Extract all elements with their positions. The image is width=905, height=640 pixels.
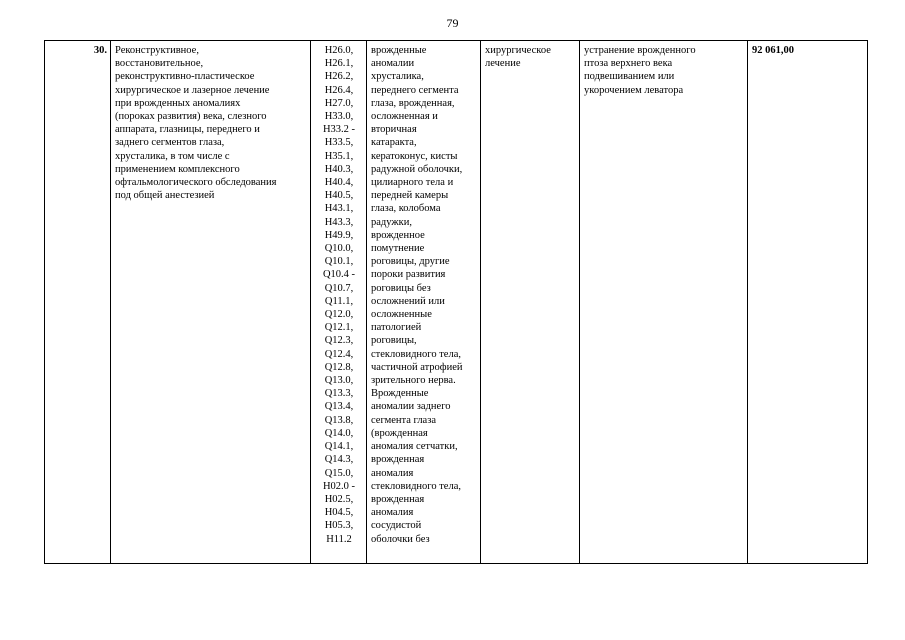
text-line: Q13.8, — [324, 414, 354, 426]
text-line: H04.5, — [324, 507, 354, 519]
text-line: H49.9, — [324, 229, 354, 241]
text-line: H43.3, — [324, 216, 354, 228]
text-line: радужной оболочки, — [371, 163, 463, 175]
text-line: Q13.0, — [324, 375, 354, 387]
text-line: роговицы, другие — [371, 256, 450, 268]
text-line: вторичная — [371, 124, 417, 136]
text-line: H43.1, — [324, 203, 354, 215]
text-line: H40.3, — [324, 163, 354, 175]
text-line: аномалия сетчатки, — [371, 441, 458, 453]
text-line: H33.2 - — [322, 124, 356, 136]
text-line: врожденная — [371, 493, 425, 505]
treatment-type — [481, 41, 580, 564]
text-line: Q12.8, — [324, 361, 354, 373]
text-line: помутнение — [371, 243, 425, 255]
text-line: Q13.3, — [324, 388, 354, 400]
text-line: H40.4, — [324, 177, 354, 189]
text-line: врожденное — [371, 229, 425, 241]
text-line: H02.5, — [324, 493, 354, 505]
text-line: подвешиванием или — [584, 71, 675, 83]
text-line: H11.2 — [326, 533, 352, 545]
text-line: Q10.7, — [324, 282, 354, 294]
text-line: Q14.0, — [324, 427, 354, 439]
text-line: устранение врожденного — [584, 45, 696, 56]
text-line: восстановительное, — [115, 58, 204, 70]
text-line: оболочки без — [371, 533, 430, 545]
text-line: Q15.0, — [324, 467, 354, 479]
text-line: врожденная — [371, 454, 425, 466]
text-line: Q11.1, — [324, 295, 354, 307]
row-number: 30. — [45, 41, 111, 564]
text-line: пороки развития — [371, 269, 446, 281]
text-line: аппарата, глазницы, переднего и — [115, 124, 260, 136]
text-line: (врожденная — [371, 427, 428, 439]
text-line: реконструктивно-пластическое — [115, 71, 255, 83]
text-line: Q12.1, — [324, 322, 354, 334]
text-line: цилиарного тела и — [371, 177, 454, 189]
text-line: аномалия — [371, 467, 414, 479]
text-line: хрусталика, в том числе с — [115, 150, 230, 162]
text-line: (пороках развития) века, слезного — [115, 111, 267, 123]
text-line: глаза, врожденная, — [371, 97, 455, 109]
text-line: укорочением леватора — [584, 84, 684, 96]
text-line: Q13.4, — [324, 401, 354, 413]
text-line: лечение — [485, 58, 521, 70]
text-line: заднего сегментов глаза, — [115, 137, 225, 149]
text-line: хирургическое и лазерное лечение — [115, 84, 270, 96]
text-line: офтальмологического обследования — [115, 177, 277, 189]
text-line: осложнений или — [371, 295, 445, 307]
text-line: применением комплексного — [115, 163, 240, 175]
service-description — [111, 41, 311, 564]
text-line: переднего сегмента — [371, 84, 459, 96]
text-line: H33.0, — [324, 111, 354, 123]
text-line: Q10.4 - — [322, 269, 356, 281]
diagnosis-description — [367, 41, 481, 564]
text-line: H26.4, — [324, 84, 354, 96]
medical-care-table — [44, 40, 868, 564]
text-line: катаракта, — [371, 137, 417, 149]
treatment-method — [580, 41, 748, 564]
text-line: Реконструктивное, — [115, 45, 199, 56]
text-line: H26.0, — [324, 45, 354, 56]
text-line: H35.1, — [324, 150, 354, 162]
text-line: осложненная и — [371, 111, 438, 123]
text-line: патологией — [371, 322, 422, 334]
text-line: частичной атрофией — [371, 361, 463, 373]
text-line: H05.3, — [324, 520, 354, 532]
text-line: зрительного нерва. — [371, 375, 456, 387]
text-line: птоза верхнего века — [584, 58, 673, 70]
text-line: сегмента глаза — [371, 414, 437, 426]
text-line: врожденные — [371, 45, 427, 56]
text-line: стекловидного тела, — [371, 348, 461, 360]
text-line: кератоконус, кисты — [371, 150, 458, 162]
text-line: радужки, — [371, 216, 412, 228]
text-line: хрусталика, — [371, 71, 424, 83]
text-line: Q12.3, — [324, 335, 354, 347]
text-line: Q14.1, — [324, 441, 354, 453]
text-line: Q12.0, — [324, 309, 354, 321]
text-line: аномалии — [371, 58, 415, 70]
text-line: аномалии заднего — [371, 401, 451, 413]
text-line: глаза, колобома — [371, 203, 441, 215]
text-line: H26.2, — [324, 71, 354, 83]
table-row — [45, 41, 868, 564]
page-number: 79 — [446, 16, 459, 30]
text-line: H40.5, — [324, 190, 354, 202]
text-line: при врожденных аномалиях — [115, 97, 241, 109]
price-value: 92 061,00 — [748, 41, 868, 564]
text-line: осложненные — [371, 309, 432, 321]
text-line: аномалия — [371, 507, 414, 519]
text-line: Q10.1, — [324, 256, 354, 268]
text-line: роговицы, — [371, 335, 417, 347]
icd-codes — [311, 41, 367, 564]
text-line: H02.0 - — [322, 480, 356, 492]
text-line: Q12.4, — [324, 348, 354, 360]
text-line: хирургическое — [485, 45, 551, 56]
text-line: роговицы без — [371, 282, 431, 294]
text-line: передней камеры — [371, 190, 449, 202]
text-line: под общей анестезией — [115, 190, 215, 202]
text-line: H26.1, — [324, 58, 354, 70]
text-line: стекловидного тела, — [371, 480, 461, 492]
text-line: Q10.0, — [324, 243, 354, 255]
text-line: H27.0, — [324, 97, 354, 109]
text-line: сосудистой — [371, 520, 422, 532]
text-line: Q14.3, — [324, 454, 354, 466]
text-line: Врожденные — [371, 388, 429, 400]
text-line: H33.5, — [324, 137, 354, 149]
